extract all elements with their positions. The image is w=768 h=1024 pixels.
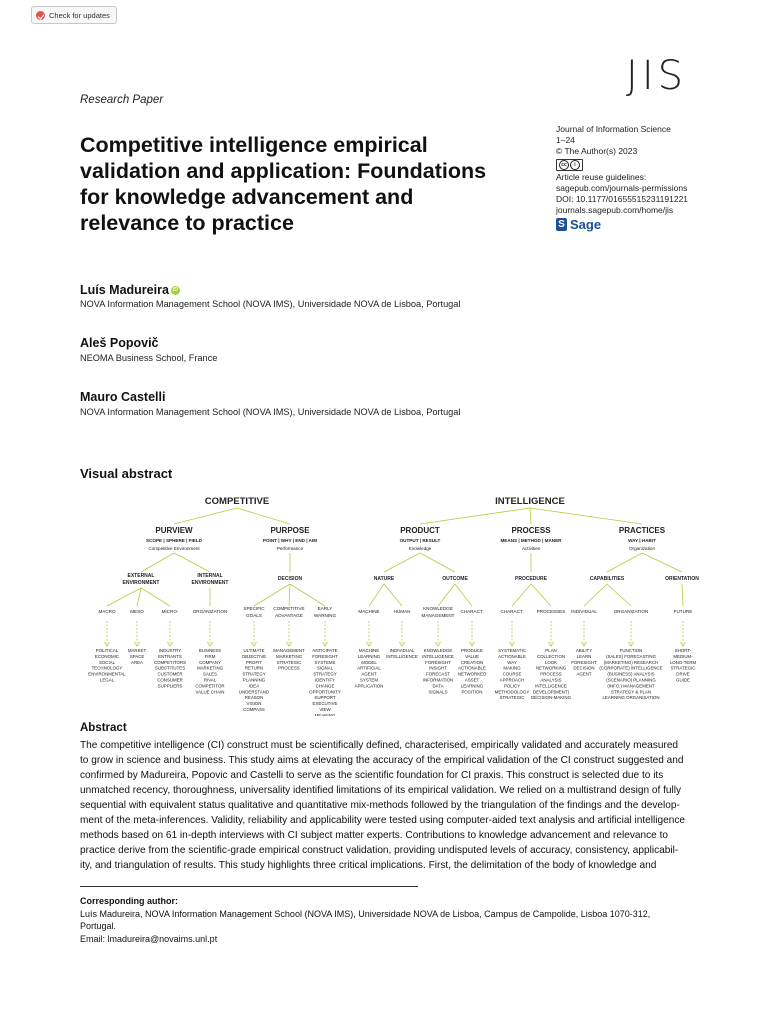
diagram-leaf-label: FUNCTION <box>619 648 643 653</box>
diagram-leaf-label: FORESIGHT <box>312 653 338 659</box>
diagram-level3-label: MICRO- <box>161 609 179 614</box>
diagram-level3-label: ADVANTAGE <box>275 613 303 618</box>
diagram-leaf-label: MARKETING <box>275 653 303 659</box>
visual-abstract-diagram <box>80 486 720 716</box>
footnote-divider <box>80 886 418 887</box>
diagram-leaf-label: VISION <box>246 701 262 707</box>
author-name-text: Luís Madureira <box>80 283 169 297</box>
diagram-level3-label: GOALS <box>246 613 262 618</box>
diagram-leaf-label: LOOK <box>544 659 558 665</box>
diagram-leaf-label: SYSTEMATIC <box>498 648 526 653</box>
diagram-leaf-label: ACTIONABLE <box>498 653 526 659</box>
diagram-level2-label: NATURE <box>373 576 395 582</box>
title-line: validation and application: Foundations <box>80 159 487 183</box>
diagram-leaf-label: (INFO.) MANAGEMENT <box>607 683 655 689</box>
diagram-leaf-label: PLAN <box>545 648 557 653</box>
author-name-text: Mauro Castelli <box>80 390 166 404</box>
sage-s-icon: S <box>556 218 567 231</box>
diagram-leaf-label: LEARNING <box>357 653 381 659</box>
level3-branch-line <box>531 584 551 606</box>
diagram-level1-label: PRACTICES <box>618 526 666 535</box>
diagram-leaf-label: WAY <box>507 659 517 665</box>
abstract-text <box>80 738 704 873</box>
abstract-line: ity, and triangulation of results. This study highlights three critical implications. First, the delimitation of the body of knowledge and <box>80 860 657 871</box>
publisher-name: Sage <box>570 217 602 233</box>
diagram-leaf-label: MACHINE <box>358 648 380 653</box>
diagram-leaf-label: ANTICIPATE <box>312 648 338 653</box>
diagram-level2-label: ENVIRONMENT <box>122 580 160 586</box>
diagram-leaf-label: (CORPORATE) INTELLIGENCE <box>599 665 663 671</box>
diagram-leaf-label: SUBSTITUTES <box>154 665 186 671</box>
diagram-level1-sub: WAY | HABIT <box>628 538 656 543</box>
level3-branch-line <box>682 584 683 606</box>
diagram-leaf-label: INTELLIGENCE <box>386 653 418 659</box>
diagram-leaf-label: METHODOLOGY <box>494 689 530 695</box>
diagram-level3-label: MANAGEMENT <box>421 613 455 618</box>
diagram-level3-label: SPECIFIC <box>243 606 265 611</box>
diagram-leaf-label: SHORT- <box>674 648 692 653</box>
diagram-leaf-label: INTELLIGENCE <box>422 653 454 659</box>
diagram-leaf-label: (MARKETING) RESEARCH <box>603 659 659 665</box>
diagram-leaf-label: ECONOMIC <box>94 653 120 659</box>
diagram-level2-label: INTERNAL <box>197 573 223 579</box>
diagram-level3-label: CHARACT. <box>500 609 524 614</box>
diagram-leaf-label: PROFIT <box>245 659 263 665</box>
corresponding-author-heading: Corresponding author: <box>80 896 178 906</box>
root-branch-line <box>530 508 531 524</box>
level3-branch-line <box>512 584 531 606</box>
level2-branch-line <box>384 553 420 572</box>
diagram-leaf-label: DECISION-MAKING <box>530 695 572 701</box>
diagram-leaf-label: POLITICAL <box>95 648 119 653</box>
diagram-root-label: INTELLIGENCE <box>495 496 565 507</box>
diagram-leaf-label: FORESIGHT <box>425 659 451 665</box>
diagram-leaf-label: (SALES) FORECASTING <box>605 653 657 659</box>
diagram-leaf-label: MARKET <box>127 648 147 653</box>
diagram-leaf-label: SALES <box>202 671 218 677</box>
diagram-leaf-label: AGENT <box>576 671 592 677</box>
diagram-leaf-label: LONG-TERM <box>669 659 697 665</box>
diagram-leaf-label: AGENT <box>361 671 377 677</box>
diagram-leaf-label: PROCESS <box>278 665 300 671</box>
diagram-leaf-label: ENTRANTS <box>158 653 182 659</box>
diagram-level1-sub2: Competitive Environment <box>148 546 200 551</box>
diagram-level2-label: OUTCOME <box>442 576 468 582</box>
level2-branch-line <box>420 553 455 572</box>
diagram-level2-label: DECISION <box>277 576 303 582</box>
abstract-line: confirmed by Madureira, Popovic and Castelli to serve as the scientific foundation for CI praxis. This construct is selected due to its <box>80 770 664 781</box>
diagram-leaf-label: CUSTOMER <box>157 671 183 677</box>
diagram-leaf-label: LEARNING ORGANISATION <box>602 695 660 701</box>
copyright: © The Author(s) 2023 <box>556 146 638 157</box>
diagram-level1-label: PROCESS <box>511 526 551 535</box>
diagram-leaf-label: SIGNAL <box>316 665 334 671</box>
permissions-link[interactable]: sagepub.com/journals-permissions <box>556 182 688 193</box>
diagram-leaf-label: COLLECTION <box>536 653 566 659</box>
level3-branch-line <box>290 584 325 606</box>
diagram-level1-sub: POINT | WHY | END | AIM <box>262 538 318 543</box>
diagram-leaf-label: ACTIONABLE <box>458 665 486 671</box>
diagram-leaf-label: INDUSTRY <box>158 648 182 653</box>
diagram-level1-sub: MEANS | METHOD | MANER <box>500 538 562 543</box>
author-affiliation: NEOMA Business School, France <box>80 353 218 363</box>
abstract-line: The competitive intelligence (CI) construct must be scientifically defined, characterised, empirically validated and accurately measured <box>80 740 679 751</box>
corresponding-author-email[interactable]: Email: lmadureira@novaims.unl.pt <box>80 933 218 944</box>
diagram-leaf-label: ANALYSIS <box>540 677 562 683</box>
journal-logo: JIS <box>626 53 687 99</box>
level2-branch-line <box>642 553 682 572</box>
diagram-leaf-label: (BUSINESS) ANALYSIS <box>607 671 655 677</box>
diagram-level3-label: ORGANIZATION <box>192 609 228 614</box>
diagram-leaf-label: STRATEGIC <box>499 695 525 701</box>
author-affiliation: NOVA Information Management School (NOVA IMS), Universidade NOVA de Lisboa, Portugal <box>80 299 461 309</box>
diagram-level1-sub: OUTPUT | RESULT <box>399 538 441 543</box>
diagram-leaf-label: SYSTEM <box>359 677 379 683</box>
diagram-leaf-label: VALUE <box>464 653 480 659</box>
attribution-icon: i <box>570 160 580 170</box>
title-line: Competitive intelligence empirical <box>80 133 428 157</box>
diagram-leaf-label: COMPASS <box>243 707 265 712</box>
journal-name: Journal of Information Science <box>556 124 671 134</box>
diagram-leaf-label: (SCENARIO) PLANNING <box>606 677 656 683</box>
diagram-level2-label: PROCEDURE <box>515 576 547 582</box>
abstract-line: ment of the meta-inferences. Validity, reliability and applicability were tested using computer-aided text analysis and artificial intelligence <box>80 815 685 826</box>
level3-branch-line <box>107 588 141 606</box>
diagram-level1-label: PURPOSE <box>270 526 310 535</box>
diagram-leaf-label: ENVIRONMENTAL <box>88 671 126 677</box>
diagram-leaf-label: INSIGHT <box>429 665 447 671</box>
level3-branch-line <box>607 584 631 606</box>
author-name <box>80 283 180 297</box>
page-range: 1–24 <box>556 135 575 146</box>
level3-branch-line <box>137 588 141 606</box>
author-name-text: Aleš Popovič <box>80 336 159 350</box>
diagram-level3-label: ORGANIZATION <box>613 609 649 614</box>
root-branch-line <box>237 508 290 524</box>
root-branch-line <box>174 508 237 524</box>
diagram-leaf-label: APPROACH <box>499 677 525 683</box>
creative-commons-icon: cc <box>559 160 569 170</box>
author-name <box>80 390 165 404</box>
diagram-leaf-label: VALUE CHAIN <box>195 689 225 695</box>
diagram-leaf-label: STRATEGY <box>313 671 337 677</box>
diagram-leaf-label: STRATEGIC <box>276 659 302 665</box>
level3-branch-line <box>584 584 607 606</box>
diagram-leaf-label: KNOWLEDGE <box>423 648 453 653</box>
diagram-leaf-label: INDIVIDUAL <box>389 648 415 653</box>
diagram-level3-label: INDIVIDUAL <box>571 609 597 614</box>
abstract-line: to grow in science and business. This study aims at elevating the accuracy of the empirical validation of the CI construct suggested and <box>80 755 684 766</box>
corresponding-author-country: Portugal. <box>80 921 117 931</box>
level3-branch-line <box>455 584 472 606</box>
diagram-leaf-label: SIGNALS <box>428 689 448 695</box>
diagram-leaf-label: COMPETITORS <box>153 659 187 665</box>
diagram-leaf-label: MEDIUM- <box>673 653 693 659</box>
diagram-leaf-label: INTELLIGENCE <box>535 683 567 689</box>
diagram-leaf-label: MAKING <box>503 665 521 671</box>
level2-branch-line <box>607 553 642 572</box>
diagram-leaf-label: MANAGEMENT <box>273 648 305 653</box>
level3-branch-line <box>438 584 455 606</box>
diagram-level1-sub2: Performance <box>276 546 304 551</box>
level3-branch-line <box>384 584 402 606</box>
diagram-level1-sub2: Knowledge <box>408 546 432 551</box>
diagram-leaf-label: ARTIFICIAL <box>357 665 381 671</box>
diagram-leaf-label: NETWORKED <box>457 671 487 677</box>
diagram-leaf-label: IDEA <box>248 683 260 689</box>
diagram-leaf-label: UNDERSTAND <box>238 689 270 695</box>
diagram-leaf-label: TECHNOLOGY <box>91 665 123 671</box>
corresponding-author-address: Luís Madureira, NOVA Information Management School (NOVA IMS), Universidade NOVA de Lisboa, Campus de Campolide, Lisboa 1070-312, <box>80 908 651 919</box>
diagram-leaf-label: SYSTEMS <box>314 659 336 665</box>
diagram-level3-label: MESO <box>130 609 144 614</box>
journal-home-link[interactable]: journals.sagepub.com/home/jis <box>556 205 674 216</box>
diagram-level3-label: HUMAN <box>393 609 411 614</box>
diagram-level1-label: PRODUCT <box>400 526 440 535</box>
title-line: for knowledge advancement and <box>80 185 414 209</box>
diagram-level3-label: EARLY <box>317 606 333 611</box>
author-name <box>80 336 159 350</box>
license-badge[interactable] <box>556 159 583 171</box>
diagram-leaf-label: EXECUTIVE <box>312 701 338 707</box>
diagram-leaf-label: LEARN <box>576 653 592 659</box>
diagram-leaf-label: SPACE <box>129 653 145 659</box>
diagram-leaf-label: DEVELOP(MENT) <box>532 689 570 695</box>
reuse-guidelines-label: Article reuse guidelines: <box>556 171 647 182</box>
diagram-leaf-label: RIVAL <box>203 677 217 683</box>
paper-title <box>80 132 520 236</box>
diagram-leaf-label: COURSE <box>502 671 522 677</box>
diagram-leaf-label: ABILITY <box>575 648 593 653</box>
abstract-line: methods based on 61 in-depth interviews with CI subject matter experts. Contributions to knowledge advancement and relevance to <box>80 830 669 841</box>
level3-branch-line <box>289 584 290 606</box>
corresponding-author <box>80 895 700 945</box>
paper-type: Research Paper <box>80 94 164 106</box>
title-line: relevance to practice <box>80 211 294 235</box>
publisher-logo <box>556 218 756 231</box>
diagram-leaf-label: COMPANY <box>199 659 221 665</box>
check-for-updates-badge[interactable] <box>31 6 117 24</box>
diagram-leaf-label: NETWORKING <box>535 665 567 671</box>
abstract-line: sequential with equivalent status qualitative and quantitative mix-methods followed by the triangulation of the findings and the develop- <box>80 800 680 811</box>
diagram-leaf-label: FORESIGHT <box>571 659 597 665</box>
diagram-leaf-label: STRATEGY & PLAN <box>610 689 652 695</box>
diagram-leaf-label: VIEW <box>319 707 331 712</box>
diagram-leaf-label: ULTIMATE <box>243 648 265 653</box>
diagram-leaf-label: PROCESS <box>540 671 562 677</box>
diagram-level1-sub2: Organization <box>628 546 656 551</box>
diagram-level2-label: ENVIRONMENT <box>191 580 229 586</box>
diagram-leaf-label: SUPPORT <box>314 695 336 701</box>
diagram-leaf-label: CONSUMER <box>157 677 183 683</box>
level2-branch-line <box>141 553 174 572</box>
diagram-level3-label: FUTURE <box>673 609 693 614</box>
diagram-leaf-label: FORECAST <box>426 671 450 677</box>
diagram-leaf-label: MEANING <box>314 712 336 716</box>
diagram-leaf-label: SOCIAL <box>98 659 116 665</box>
diagram-leaf-label: INFORMATION <box>422 677 454 683</box>
diagram-leaf-label: POLICY <box>503 683 521 689</box>
diagram-leaf-label: MARKETING <box>196 665 224 671</box>
diagram-leaf-label: OBJECTIVE <box>241 653 267 659</box>
doi[interactable]: DOI: 10.1177/01655515231191221 <box>556 194 689 205</box>
diagram-leaf-label: REASON <box>244 695 264 701</box>
diagram-leaf-label: RETURN <box>244 665 264 671</box>
diagram-leaf-label: DECISION <box>573 665 595 671</box>
diagram-leaf-label: POSITION <box>461 689 483 695</box>
diagram-leaf-label: STRATEGY <box>242 671 266 677</box>
diagram-level1-sub2: Activities <box>521 546 541 551</box>
diagram-leaf-label: LEARNING <box>460 683 484 689</box>
abstract-line: practice derive from the scientific-grade empirical construct validation, providing undisputed levels of accuracy, consistency, applicabil- <box>80 845 679 856</box>
diagram-leaf-label: AREA <box>131 659 143 665</box>
diagram-level1-sub: SCOPE | SPHERE | FIELD <box>146 538 202 543</box>
visual-abstract-heading: Visual abstract <box>80 466 173 481</box>
check-for-updates-label: Check for updates <box>49 10 110 20</box>
diagram-leaf-label: PRODUCE <box>461 648 483 653</box>
root-branch-line <box>530 508 642 524</box>
diagram-level2-label: EXTERNAL <box>127 573 155 579</box>
diagram-leaf-label: LEGAL <box>99 677 115 683</box>
diagram-leaf-label: APPLICATION <box>354 683 384 689</box>
check-icon <box>36 11 45 20</box>
diagram-level3-label: CHARACT. <box>460 609 484 614</box>
diagram-leaf-label: OPPORTUNITY <box>309 689 341 695</box>
diagram-leaf-label: FIRM <box>204 653 216 659</box>
diagram-root-label: COMPETITIVE <box>204 496 270 507</box>
diagram-leaf-label: CHANGE <box>315 683 335 689</box>
level2-branch-line <box>174 553 210 572</box>
author-affiliation: NOVA Information Management School (NOVA IMS), Universidade NOVA de Lisboa, Portugal <box>80 407 461 417</box>
root-branch-line <box>420 508 530 524</box>
diagram-level3-label: MACRO <box>98 609 116 614</box>
diagram-level3-label: PROCESSES <box>536 609 566 614</box>
diagram-level3-label: KNOWLEDGE <box>423 606 453 611</box>
diagram-leaf-label: MODEL <box>361 659 377 665</box>
journal-info <box>556 124 756 231</box>
diagram-leaf-label: SUPPLIERS <box>157 683 183 689</box>
diagram-level2-label: ORIENTATION <box>665 576 699 582</box>
level3-branch-line <box>254 584 290 606</box>
diagram-leaf-label: STRATEGIC <box>670 665 696 671</box>
diagram-leaf-label: ASSET <box>464 677 480 683</box>
diagram-level3-label: MACHINE <box>358 609 380 614</box>
diagram-leaf-label: IDENTIFY <box>314 677 336 683</box>
diagram-leaf-label: DRIVE <box>676 671 690 677</box>
diagram-leaf-label: BUSINESS <box>198 648 222 653</box>
diagram-level2-label: CAPABILITIES <box>589 576 625 582</box>
diagram-level3-label: WARNING <box>313 613 337 618</box>
diagram-level1-label: PURVIEW <box>155 526 193 535</box>
level3-branch-line <box>141 588 170 606</box>
abstract-line: unmatched recency, thoroughness, universality identified limitations of its empirical validation. We relied on a multistrand design of fully <box>80 785 682 796</box>
diagram-leaf-label: CREATION <box>460 659 484 665</box>
diagram-leaf-label: DATA <box>432 683 444 689</box>
diagram-leaf-label: GUIDE <box>676 677 690 683</box>
diagram-level3-label: COMPETITIVE <box>273 606 305 611</box>
diagram-leaf-label: COMPETITOR <box>195 683 225 689</box>
abstract-heading: Abstract <box>80 722 127 734</box>
orcid-icon[interactable]: iD <box>172 286 178 293</box>
level3-branch-line <box>369 584 384 606</box>
diagram-leaf-label: PLANNING <box>242 677 266 683</box>
